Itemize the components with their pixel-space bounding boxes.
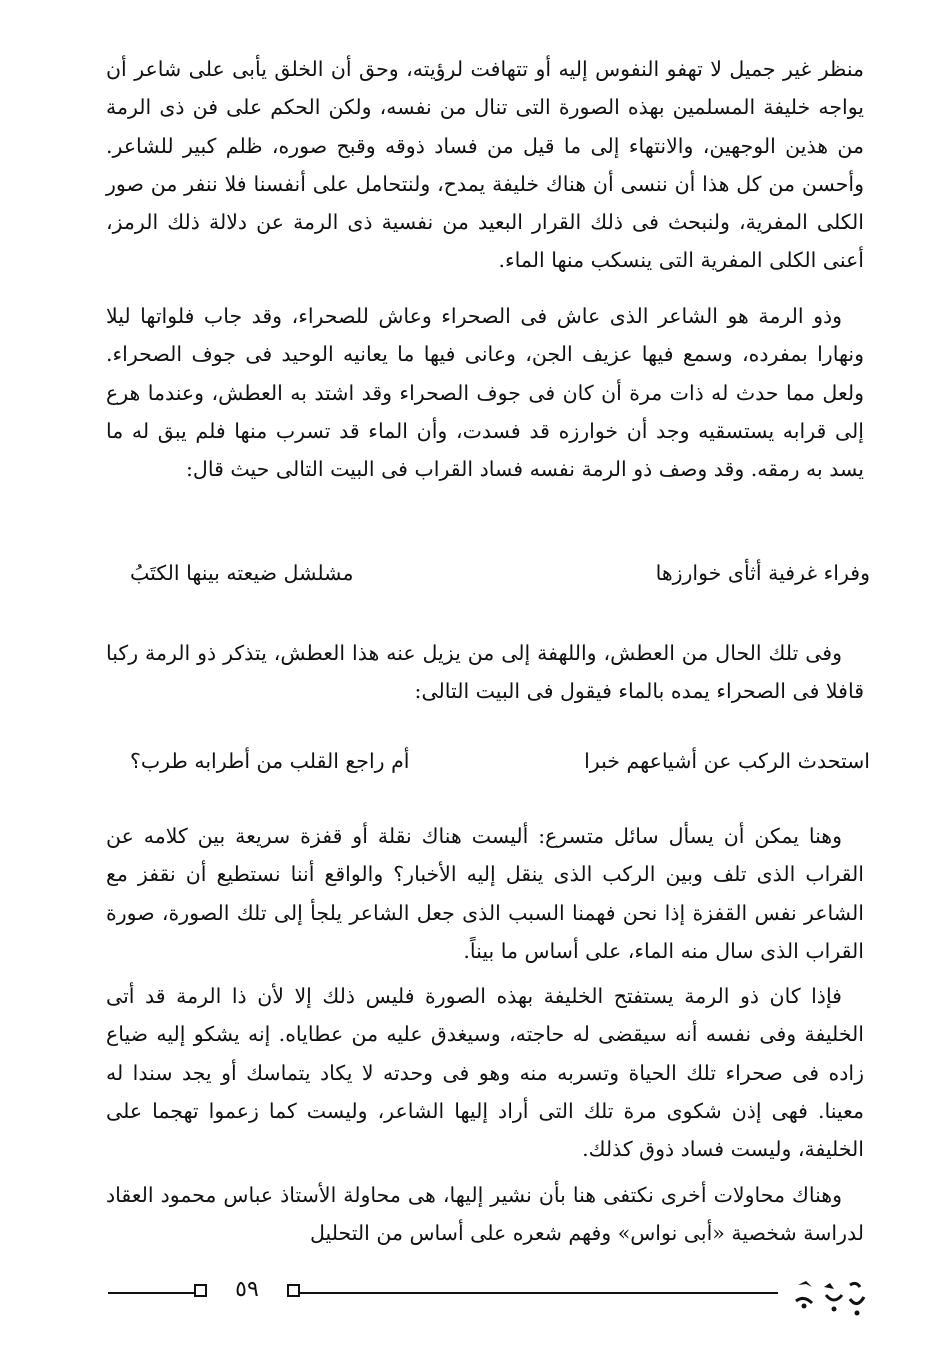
paragraph: وهنا يمكن أن يسأل سائل متسرع: أليست هناك نقلة أو قفزة سريعة بين كلامه عن القراب الذى تلف وبين الركب الذى ينقل إليه الأخبار؟ والواقع أننا نستطيع أن نقفز مع الشاعر نفس القفزة إذا نحن فهمنا السبب الذى جعل الشاعر يلجأ إلى تلك الصورة، صورة القراب الذى سال منه الماء، على أساس ما بيناً. <box>106 824 864 963</box>
verse-first-hemistich: وفراء غرفية أثأى خوارزها <box>655 561 870 585</box>
footer-square-right <box>287 1284 300 1297</box>
decorative-face-glyphs-icon <box>790 1275 870 1321</box>
footer-rule-right <box>300 1292 778 1294</box>
footer-square-left <box>194 1284 207 1297</box>
verse-second-hemistich: أم راجع القلب من أطرابه طرب؟ <box>130 749 410 773</box>
page-number: ٥٩ <box>235 1277 259 1302</box>
verse-first-hemistich: استحدث الركب عن أشياعهم خبرا <box>584 749 870 773</box>
paragraph: وهناك محاولات أخرى نكتفى هنا بأن نشير إليها، هى محاولة الأستاذ عباس محمود العقاد لدراسة شخصية «أبى نواس» وفهم شعره على أساس من التحليل <box>106 1183 864 1246</box>
verse-second-hemistich: مشلشل ضيعته بينها الكتَبُ <box>130 561 354 585</box>
poetry-verse <box>100 553 870 593</box>
paragraph: منظر غير جميل لا تهفو النفوس إليه أو تتهافت لرؤيته، وحق أن الخلق يأبى على شاعر أن يواجه خليفة المسلمين بهذه الصورة التى تنال من نفسه، ولكن الحكم على فن ذى الرمة من هذين الوجهين، والانتهاء إلى ما قيل من فساد ذوقه وقبح صوره، ظلم كبير للشاعر. وأحسن من كل هذا أن ننسى أن هناك خليفة يمدح، ولنتحامل على أنفسنا فلا ننفر من صور الكلى المفرية، ولنبحث فى ذلك القرار البعيد من نفسية ذى الرمة عن دلالة ذلك الرمز، أعنى الكلى المفرية التى ينسكب منها الماء. <box>106 57 864 273</box>
poetry-verse <box>100 741 870 781</box>
paragraph: وذو الرمة هو الشاعر الذى عاش فى الصحراء وعاش للصحراء، وقد جاب فلواتها ليلا ونهارا بمفرده، وسمع فيها عزيف الجن، وعانى فيها ما يعانيه الوحيد فى جوف الصحراء. ولعل مما حدث له ذات مرة أن كان فى جوف الصحراء وقد اشتد به العطش، وعندما هرع إلى قرابه يستسقيه وجد أن خوارزه قد فسدت، وأن الماء قد تسرب منها فلم يبق له ما يسد به رمقه. وقد وصف ذو الرمة نفسه فساد القراب فى البيت التالى حيث قال: <box>106 304 864 482</box>
footer-rule-left <box>108 1292 194 1294</box>
paragraph: فإذا كان ذو الرمة يستفتح الخليفة بهذه الصورة فليس ذلك إلا لأن ذا الرمة قد أتى الخليفة وفى نفسه أنه سيقضى له حاجته، وسيغدق عليه من عطاياه. إنه يشكو إليه ضياع زاده فى صحراء تلك الحياة وتسربه منه وهو فى وحدته لا يكاد يتماسك أو يجد سندا له معينا. فهى إذن شكوى مرة تلك التى أراد إليها الشاعر، وليست كما زعموا تهجما على الخليفة، وليست فساد ذوق كذلك. <box>106 984 864 1162</box>
page-footer <box>0 1275 926 1335</box>
paragraph: وفى تلك الحال من العطش، واللهفة إلى من يزيل عنه هذا العطش، يتذكر ذو الرمة ركبا قافلا فى الصحراء يمده بالماء فيقول فى البيت التالى: <box>106 641 864 704</box>
